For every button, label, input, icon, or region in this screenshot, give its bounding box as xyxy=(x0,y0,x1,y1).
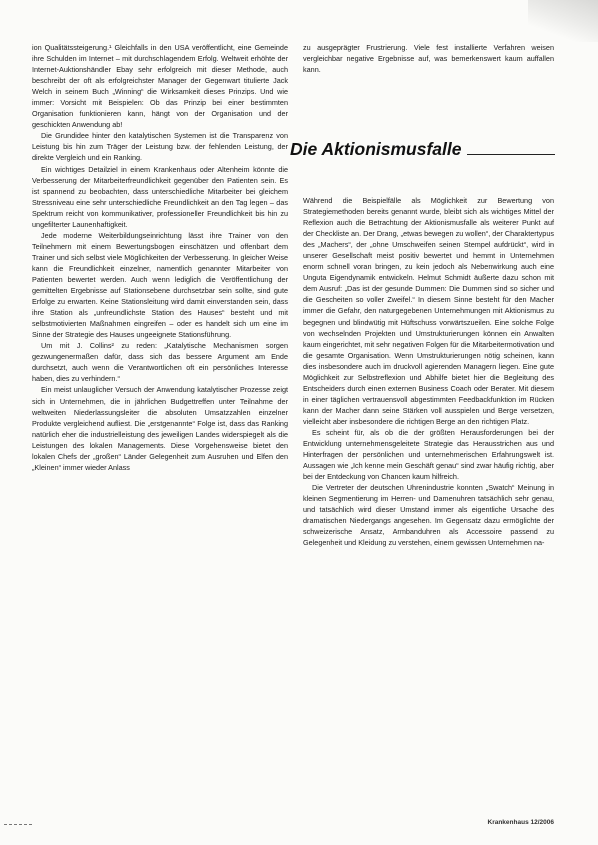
right-top-text-column xyxy=(303,42,554,75)
paragraph: Es scheint für, als ob die der größten Herausforderungen bei der Entwicklung unternehmensgeleitete Strategie das Herausstrichen aus und Hinterfragen der persönlichen und unternehmerischen Erfahrungswelt ist. Aussagen wie „Ich kenne mein Geschäft genau“ sind zwar häufig richtig, aber bei der Entdeckung von Chancen kaum hilfreich. xyxy=(303,427,554,482)
footer-page-number: 12/2006 xyxy=(530,819,554,826)
right-text-column xyxy=(303,195,554,549)
footer-journal: Krankenhaus xyxy=(487,819,529,826)
paragraph: Ein meist unlauglicher Versuch der Anwendung katalytischer Prozesse zeigt sich in Unternehmen, die in jährlichen Budgettreffen unter Teilnahme der weltweiten Niederlassungsleiter die absoluten Umsatzzahlen einzelner Produkte vergleichend aufliest. Die „erstgenannte“ Folge ist, dass das Ranking natürlich eher die industrielleistung des jeweiligen Landes widerspiegelt als die Leistungen des lokalen Managements. Diese Vorgehensweise bietet den lokalen Chefs der „großen“ Länder Gelegenheit zum Ausruhen und Elfen den „Kleinen“ immer wieder Anlass xyxy=(32,385,288,472)
paragraph: zu ausgeprägter Frustrierung. Viele fest installierte Verfahren weisen vergleichbar negative Ergebnisse auf, was bemerkenswert kaum auffallen kann. xyxy=(303,43,554,75)
paragraph: Um mit J. Collins² zu reden: „Katalytische Mechanismen sorgen gezwungenermaßen dafür, dass sich das bessere Argument am Ende durchsetzt, auch wenn die Verantwortlichen oft ein persönliches Interesse haben, dies zu verhindern.“ xyxy=(32,341,288,384)
paragraph: Jede moderne Weiterbildungseinrichtung lässt ihre Trainer von den Teilnehmern mit einem Bewertungsbogen einschätzen und offenbart dem Trainer und sich selbst viele Möglichkeiten der Verbesserung. In gleicher Weise kann die Freundlichkeit einzelner, namentlich genannter Mitarbeiter von Patienten bewertet werden. Auch wenn lediglich die Veröffentlichung der gemittelten Ergebnisse auf Stationsebene durchsetzbar sein sollte, sind gute Erfolge zu erwarten. Keine Stationsleitung wird damit einverstanden sein, dass ihre Station als „unfreundlichste Station des Hauses“ besteht und mit selbstmotivierten Maßnahmen eingreifen – oder es handelt sich um eine im Sinne der Strategie des Hauses ungeeignete Stationsführung. xyxy=(32,230,288,340)
page-corner-shadow xyxy=(528,0,598,42)
heading-rule xyxy=(467,154,555,155)
margin-mark xyxy=(4,824,32,825)
paragraph: Während die Beispielfälle als Möglichkeit zur Bewertung von Strategiemethoden bereits genannt wurde, bleibt sich als wichtiges Mittel der Reflexion auch die Betrachtung der Aktionismusfalle als weiterer Punkt auf der Checkliste an. Der Drang, „etwas bewegen zu wollen“, der Charaktertypus des „Machers“, der „ohne Umschweifen seinen Stempel aufdrückt“, wird in unserer Gesellschaft meist positiv bewertet und hemmt in Unternehmen enorm schnell voran bringen, zu kein jedoch als Nebenwirkung auch eine Unguta Eigendynamik entwickeln. Helmut Schmidt äußerte dazu schon mit dem Ausruf: „Das ist der gesunde Dummen: Die Dummen sind so sicher und die Gescheiten so voller Zweifel.“ In diesem Sinne besteht für den Macher immer die Gefahr, den naturgegebenen Unternehmungen mit Aktionismus zu begegnen und blindwütig mit Hüftschuss vorwärtszueilen. Eine solche Folge von wechselnden Projekten und Umstrukturierungen können ein Anwalten kaum eingerichtet, mit sehr negativen Folgen für die Mitarbeitermotivation und die gesamte Organisation. Wenn Umstrukturierungen nötig scheinen, kann dies insbesondere auch im druckvoll agierenden Managern liegen. Eine gute Möglichkeit zur Selbstreflexion und Abhilfe bietet hier die Begleitung des Entscheiders durch einen externen Business Coach oder Berater. Mit diesem in einer täglichen vertrauensvoll abgestimmten Feedbackfunktion im Rücken kann der Macher dann seine Stärken voll ausspielen und Berge versetzen, vielleicht aber insbesondere die richtigen Berge an den richtigen Platz. xyxy=(303,196,554,426)
paragraph: Ein wichtiges Detailziel in einem Krankenhaus oder Altenheim könnte die Verbesserung der Mitarbeiterfreundlichkeit gegenüber den Patienten sein. Es ist spannend zu beobachten, dass unterschiedliche Mitarbeiter bei gleichem Stressniveau eine sehr unterschiedliche Freundlichkeit an den Tag legen – das Spektrum reicht von kommunikativer, professioneller Freundlichkeit bis hin zu ungefilterter Launenhaftigkeit. xyxy=(32,164,288,229)
paragraph: Die Grundidee hinter den katalytischen Systemen ist die Transparenz von Leistung bis hin zum Träger der Leistung bzw. der fehlenden Leistung, der direkte Vergleich und ein Ranking. xyxy=(32,131,288,163)
section-heading-text: Die Aktionismusfalle xyxy=(290,139,462,159)
paragraph: ion Qualitätssteigerung.¹ Gleichfalls in den USA veröffentlicht, eine Gemeinde ihre Schulden im Internet – mit durchschlagendem Erfolg. Weltweit erhöhte der Internet-Auktionshändler Ebay sehr erfolgreich mit dieser Methode, auch beschreibt der oft als erfolgreichster Manager der Gegenwart titulierte Jack Welch in seinem Buch „Winning“ die Wirksamkeit dieses Prinzips. Und wie immer: Vorsicht mit Beispielen: Ob das Prinzip bei einer bestimmten Organisation funktionieren kann, hängt von der Organisation und der geschickten Anwendung ab! xyxy=(32,43,288,130)
paragraph: Die Vertreter der deutschen Uhrenindustrie konnten „Swatch“ Meinung in kleinen Segmentierung im Herren- und Damenuhren tatsächlich sehr genau, und tatsächlich wird dieser Umstand immer als eigentliche Ursache des dramatischen Niedergangs angesehen. Im Gegensatz dazu ermöglichte der schweizerische Ansatz, Armbanduhren als Accessoire passend zu Gelegenheit und Kleidung zu verstehen, einem gewissen Unternehmen na- xyxy=(303,483,554,548)
left-text-column xyxy=(32,42,288,473)
section-heading xyxy=(290,138,555,160)
page-footer xyxy=(488,819,555,827)
